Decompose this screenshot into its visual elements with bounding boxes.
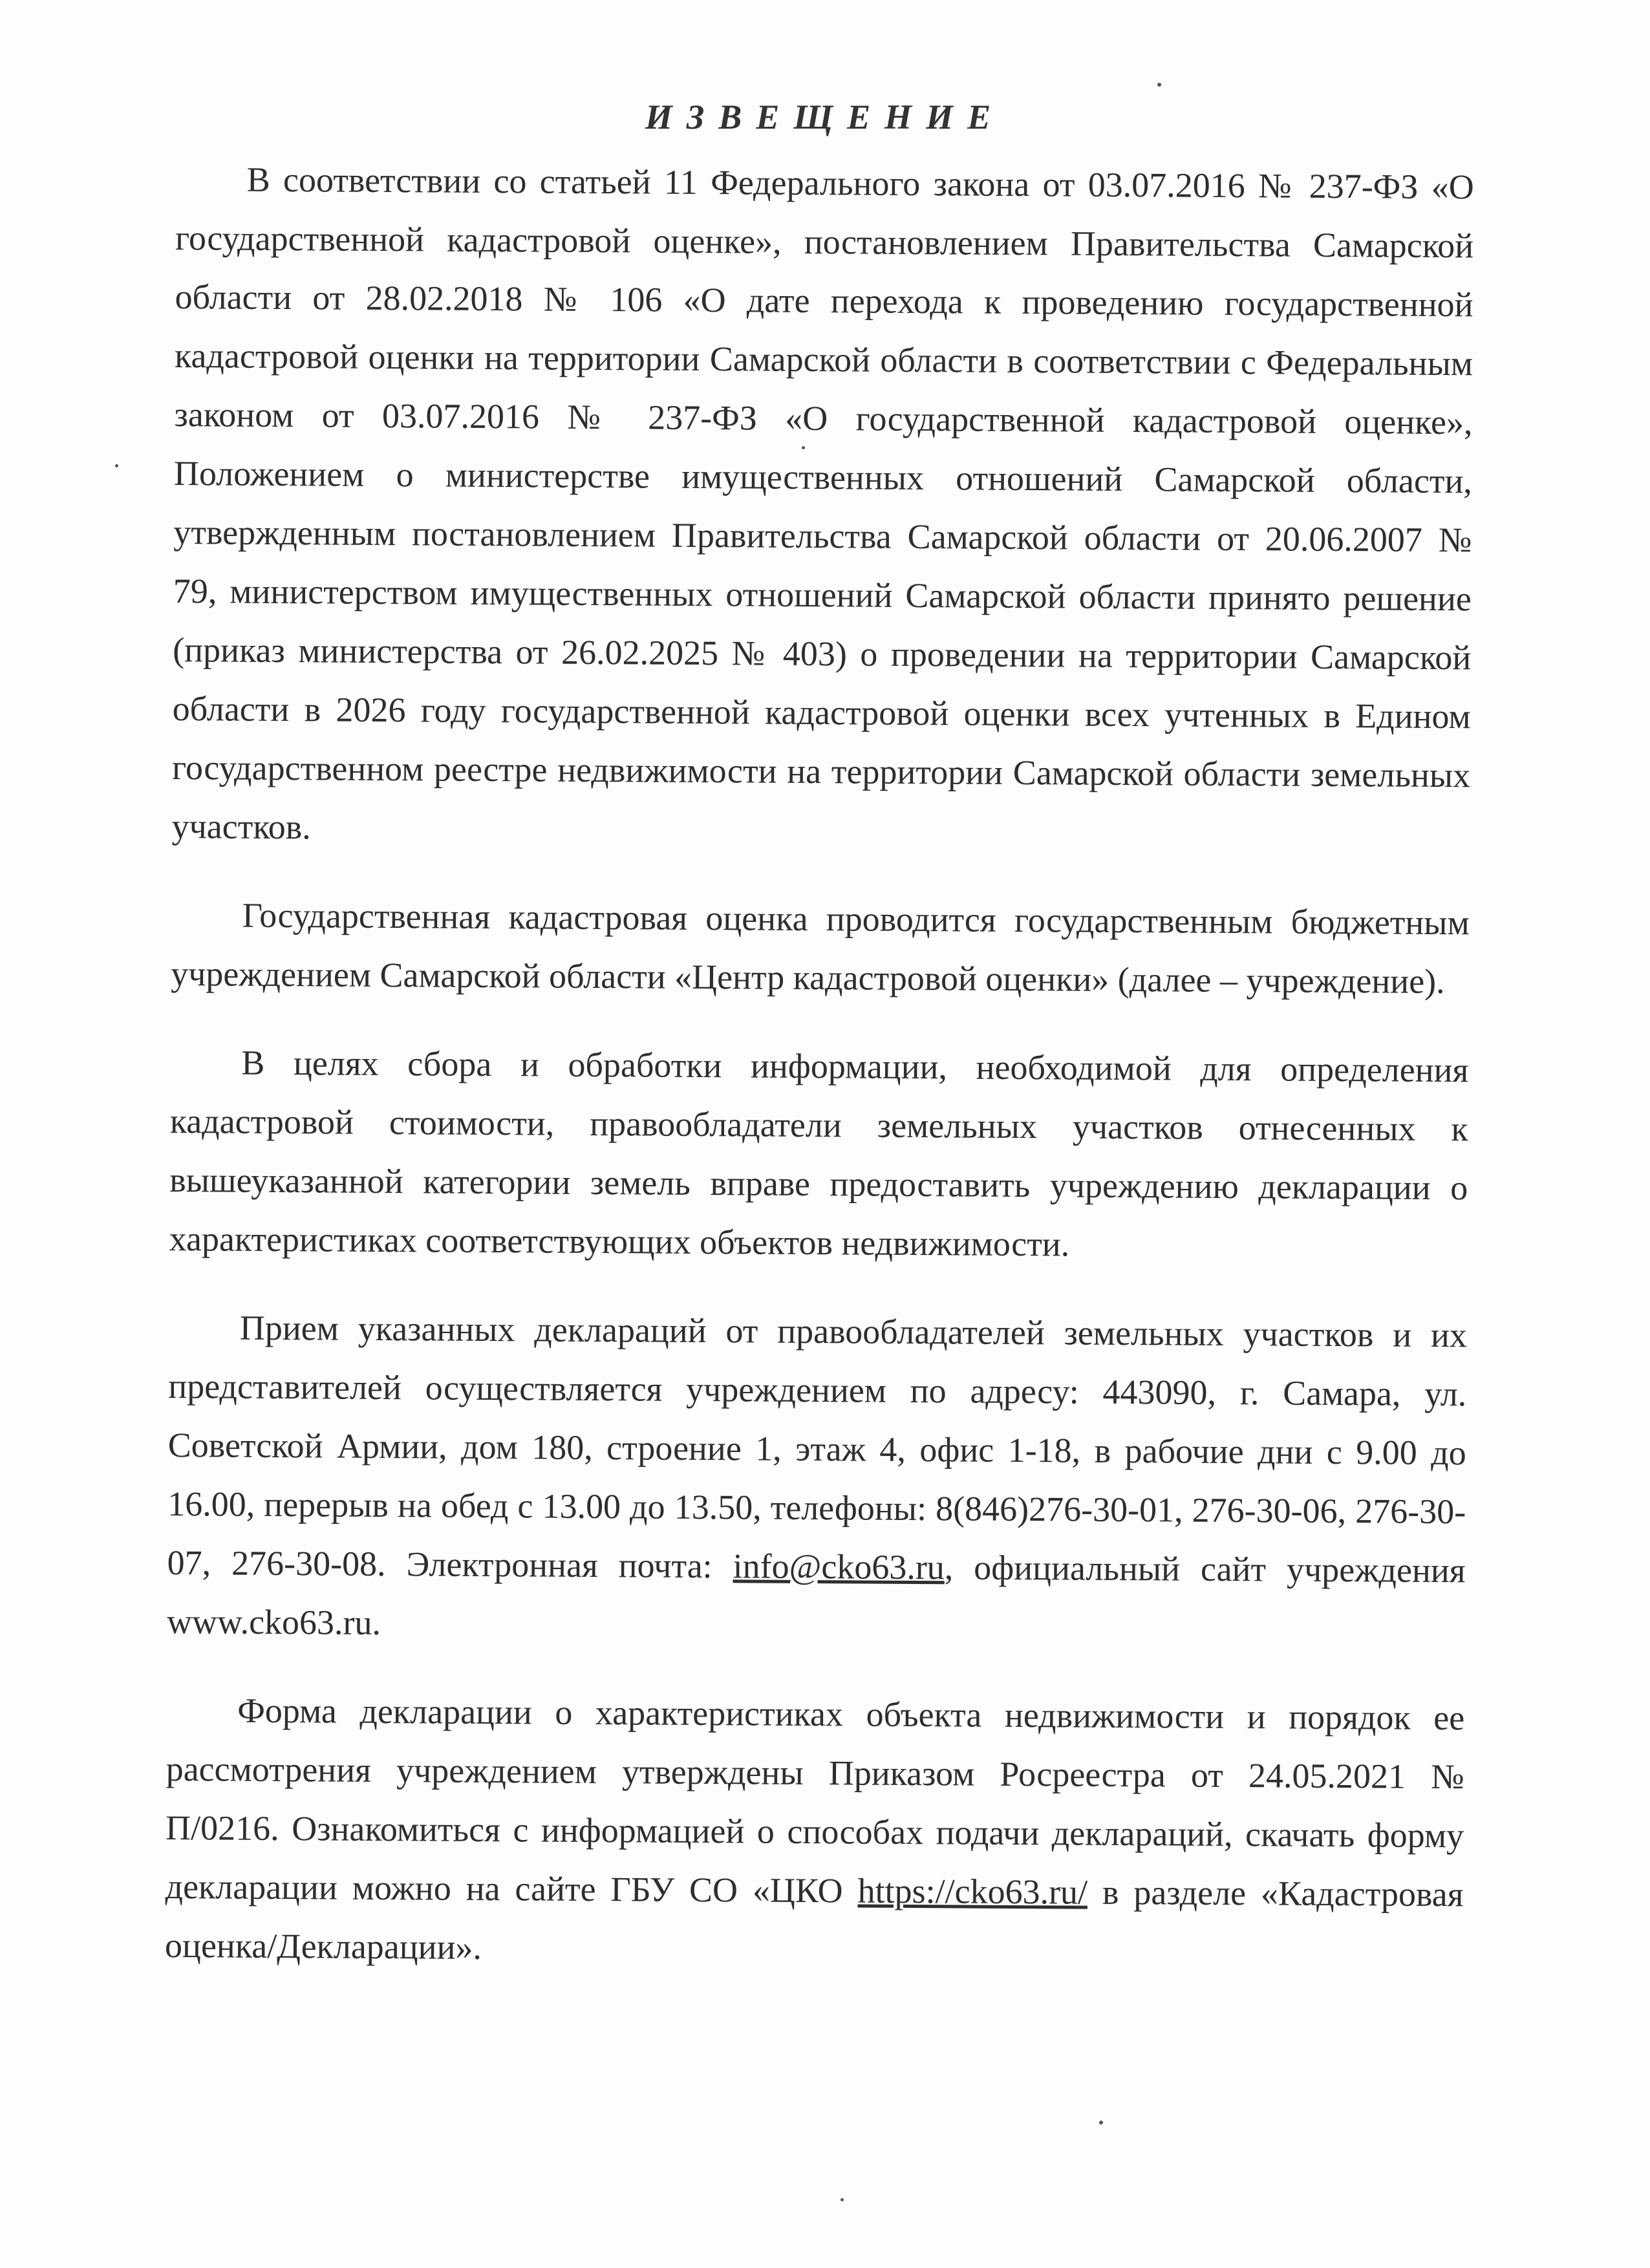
scan-speck	[1099, 2121, 1103, 2124]
form-text: Форма декларации о характеристиках объекта недвижимости и порядок ее рассмотрения учреждением утверждены Приказом Росреестра от 24.05.2021 № П/0216. Ознакомиться с информацией о способах подачи деклараций, скачать форму декларации можно на сайте ГБУ СО «ЦКО	[165, 1691, 1465, 1910]
paragraph-reception-contacts	[167, 1298, 1467, 1659]
reception-text-end: , официальный сайт учреждения www.cko63.ru.	[166, 1548, 1466, 1642]
scan-speck	[802, 446, 805, 449]
document-body	[164, 150, 1473, 2013]
scan-speck	[841, 2198, 844, 2201]
reception-text: Прием указанных деклараций от правообладателей земельных участков и их представителей осуществляется учреждением по адресу: 443090, г. Самара, ул. Советской Армии, дом 180, строение 1, этаж 4, офис 1-18, в рабочие дни с 9.00 до 16.00, перерыв на обед с 13.00 до 13.50, телефоны: 8(846)276-30-01, 276-30-06, 276-30-07, 276-30-08. Электронная почта:	[167, 1308, 1468, 1586]
document-title: ИЗВЕЩЕНИЕ	[645, 98, 1005, 136]
scan-speck	[115, 464, 118, 467]
website-link[interactable]: https://cko63.ru/	[857, 1871, 1088, 1912]
paragraph-declarations-right: В целях сбора и обработки информации, необходимой для определения кадастровой стоимости, правообладатели земельных участков отнесенных к вышеуказанной категории земель вправе предоставить учреждению декларации о характеристиках соответствующих объектов недвижимости.	[169, 1043, 1469, 1264]
scan-speck	[1157, 83, 1161, 87]
paragraph-executor: Государственная кадастровая оценка проводится государственным бюджетным учреждением Самарской области «Центр кадастровой оценки» (далее – учреждение).	[171, 895, 1470, 1001]
paragraph-declaration-form	[165, 1681, 1465, 1983]
paragraph-legal-basis: В соответствии со статьей 11 Федерального закона от 03.07.2016 № 237-ФЗ «О государственной кадастровой оценке», постановлением Правительства Самарской области от 28.02.2018 № 106 «О дате перехода к проведению государственной кадастровой оценки на территории Самарской области в соответствии с Федеральным законом от 03.07.2016 № 237-ФЗ «О государственной кадастровой оценке», Положением о министерстве имущественных отношений Самарской области, утвержденным постановлением Правительства Самарской области от 20.06.2007 № 79, министерством имущественных отношений Самарской области принято решение (приказ министерства от 26.02.2025 № 403) о проведении на территории Самарской области в 2026 году государственной кадастровой оценки всех учтенных в Едином государственном реестре недвижимости на территории Самарской области земельных участков.	[171, 160, 1474, 847]
form-text-end: в разделе «Кадастровая оценка/Декларации».	[164, 1872, 1464, 1967]
email-link[interactable]: info@cko63.ru	[733, 1546, 945, 1587]
